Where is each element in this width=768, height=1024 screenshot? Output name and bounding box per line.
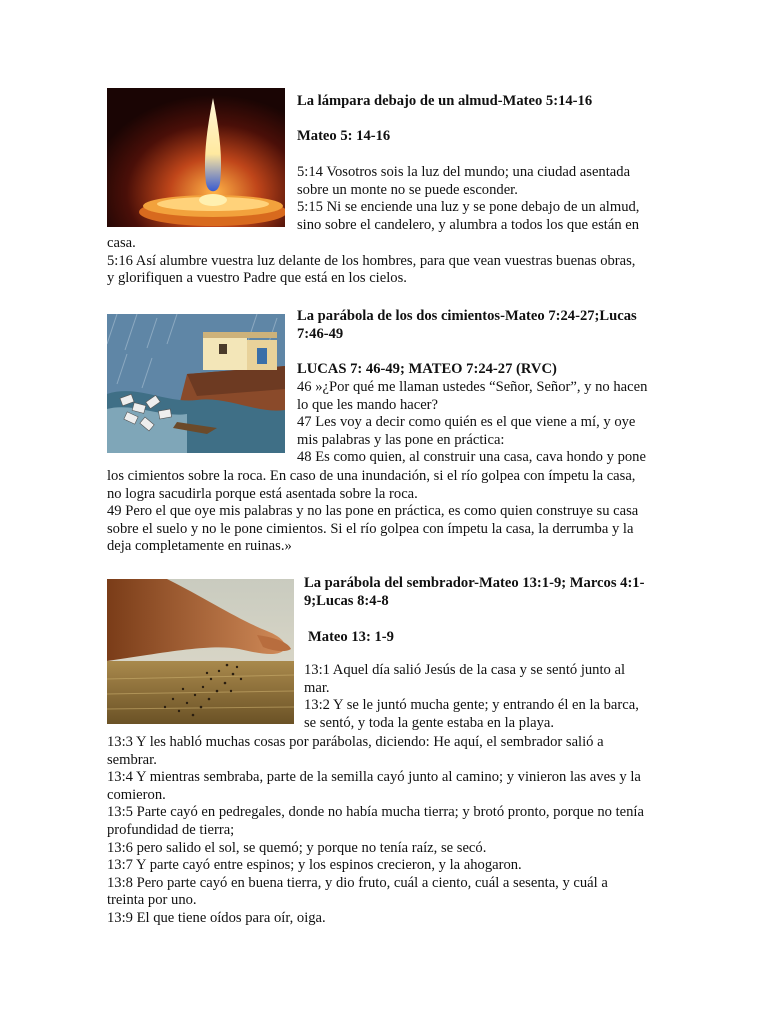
verse-line: 13:8 Pero parte cayó en buena tierra, y dio fruto, cuál a ciento, cuál a sesenta, y cuál a (107, 874, 608, 891)
verses-side (304, 662, 639, 732)
verse-line: 13:1 Aquel día salió Jesús de la casa y se sentó junto al (304, 662, 625, 678)
verse-line: 13:9 El que tiene oídos para oír, oiga. (107, 909, 326, 926)
verse-line: 5:16 Así alumbre vuestra luz delante de los hombres, para que vean vuestras buenas obras, (107, 252, 636, 269)
title-line: La parábola de los dos cimientos-Mateo 7:24-27;Lucas (297, 308, 637, 324)
verse-line: casa. (107, 235, 136, 251)
verse-line: sino sobre el candelero, y alumbra a todos los que están en (297, 216, 640, 233)
verse-line: comieron. (107, 786, 166, 803)
section-reference: Mateo 5: 14-16 (297, 128, 391, 144)
verses-side (297, 379, 647, 467)
section-reference: Mateo 13: 1-9 (308, 629, 394, 645)
verse-line: 13:4 Y mientras sembraba, parte de la semilla cayó junto al camino; y vinieron las aves y la (107, 769, 641, 786)
verse-line: mar. (304, 679, 330, 696)
verse-line: 13:2 Y se le juntó mucha gente; y entrando él en la barca, (304, 697, 639, 714)
verses-side (297, 164, 639, 234)
section-title: La lámpara debajo de un almud-Mateo 5:14-16 (297, 93, 593, 109)
verse-line: 47 Les voy a decir como quién es el que viene a mí, y oye (297, 414, 636, 431)
verses-full (107, 468, 638, 556)
verse-line: 13:7 Y parte cayó entre espinos; y los espinos crecieron, y la ahogaron. (107, 857, 522, 874)
candle-photo (107, 88, 285, 227)
verse-line: deja completamente en ruinas.» (107, 538, 292, 555)
verse-line: 46 »¿Por qué me llaman ustedes “Señor, Señor”, y no hacen (297, 379, 648, 395)
verse-line: no logra sacudirla porque está asentada sobre la roca. (107, 485, 418, 502)
verse-line: mis palabras y las pone en práctica: (297, 431, 505, 448)
verse-line: 13:3 Y les habló muchas cosas por parábolas, diciendo: He aquí, el sembrador salió a (107, 734, 604, 750)
title-line: La parábola del sembrador-Mateo 13:1-9; Marcos 4:1- (304, 575, 645, 591)
verse-line: 48 Es como quien, al construir una casa, cava hondo y pone (297, 449, 646, 466)
verse-line: sembrar. (107, 751, 157, 768)
title-line: 9;Lucas 8:4-8 (304, 592, 389, 609)
verse-line: 5:15 Ni se enciende una luz y se pone debajo de un almud, (297, 199, 640, 216)
verse-line: y glorifiquen a vuestro Padre que está en los cielos. (107, 270, 407, 287)
section-title (297, 308, 637, 343)
verse-line: se sentó, y toda la gente estaba en la playa. (304, 714, 555, 731)
verse-line: los cimientos sobre la roca. En caso de una inundación, si el río golpea con ímpetu la casa, (107, 468, 636, 484)
verses-full (107, 235, 635, 288)
section-title (304, 575, 644, 610)
section-reference: LUCAS 7: 46-49; MATEO 7:24-27 (RVC) (297, 361, 557, 377)
verse-line: 13:6 pero salido el sol, se quemó; y porque no tenía raíz, se secó. (107, 839, 487, 856)
verse-line: 13:5 Parte cayó en pedregales, donde no había mucha tierra; y brotó pronto, porque no tenía (107, 804, 644, 821)
verse-line: sobre el suelo y no le pone cimientos. Si el río golpea con ímpetu la casa, la derrumba y la (107, 520, 634, 537)
sower-photo (107, 579, 294, 724)
verse-line: profundidad de tierra; (107, 821, 235, 838)
verse-line: treinta por uno. (107, 892, 197, 909)
verse-line: 5:14 Vosotros sois la luz del mundo; una ciudad asentada (297, 164, 631, 180)
verse-line: sobre un monte no se puede esconder. (297, 181, 518, 198)
house-flood-illustration (107, 314, 285, 453)
verses-full (107, 734, 644, 928)
title-line: 7:46-49 (297, 325, 344, 342)
verse-line: 49 Pero el que oye mis palabras y no las pone en práctica, es como quien construye su casa (107, 503, 639, 520)
verse-line: lo que les mando hacer? (297, 396, 439, 413)
